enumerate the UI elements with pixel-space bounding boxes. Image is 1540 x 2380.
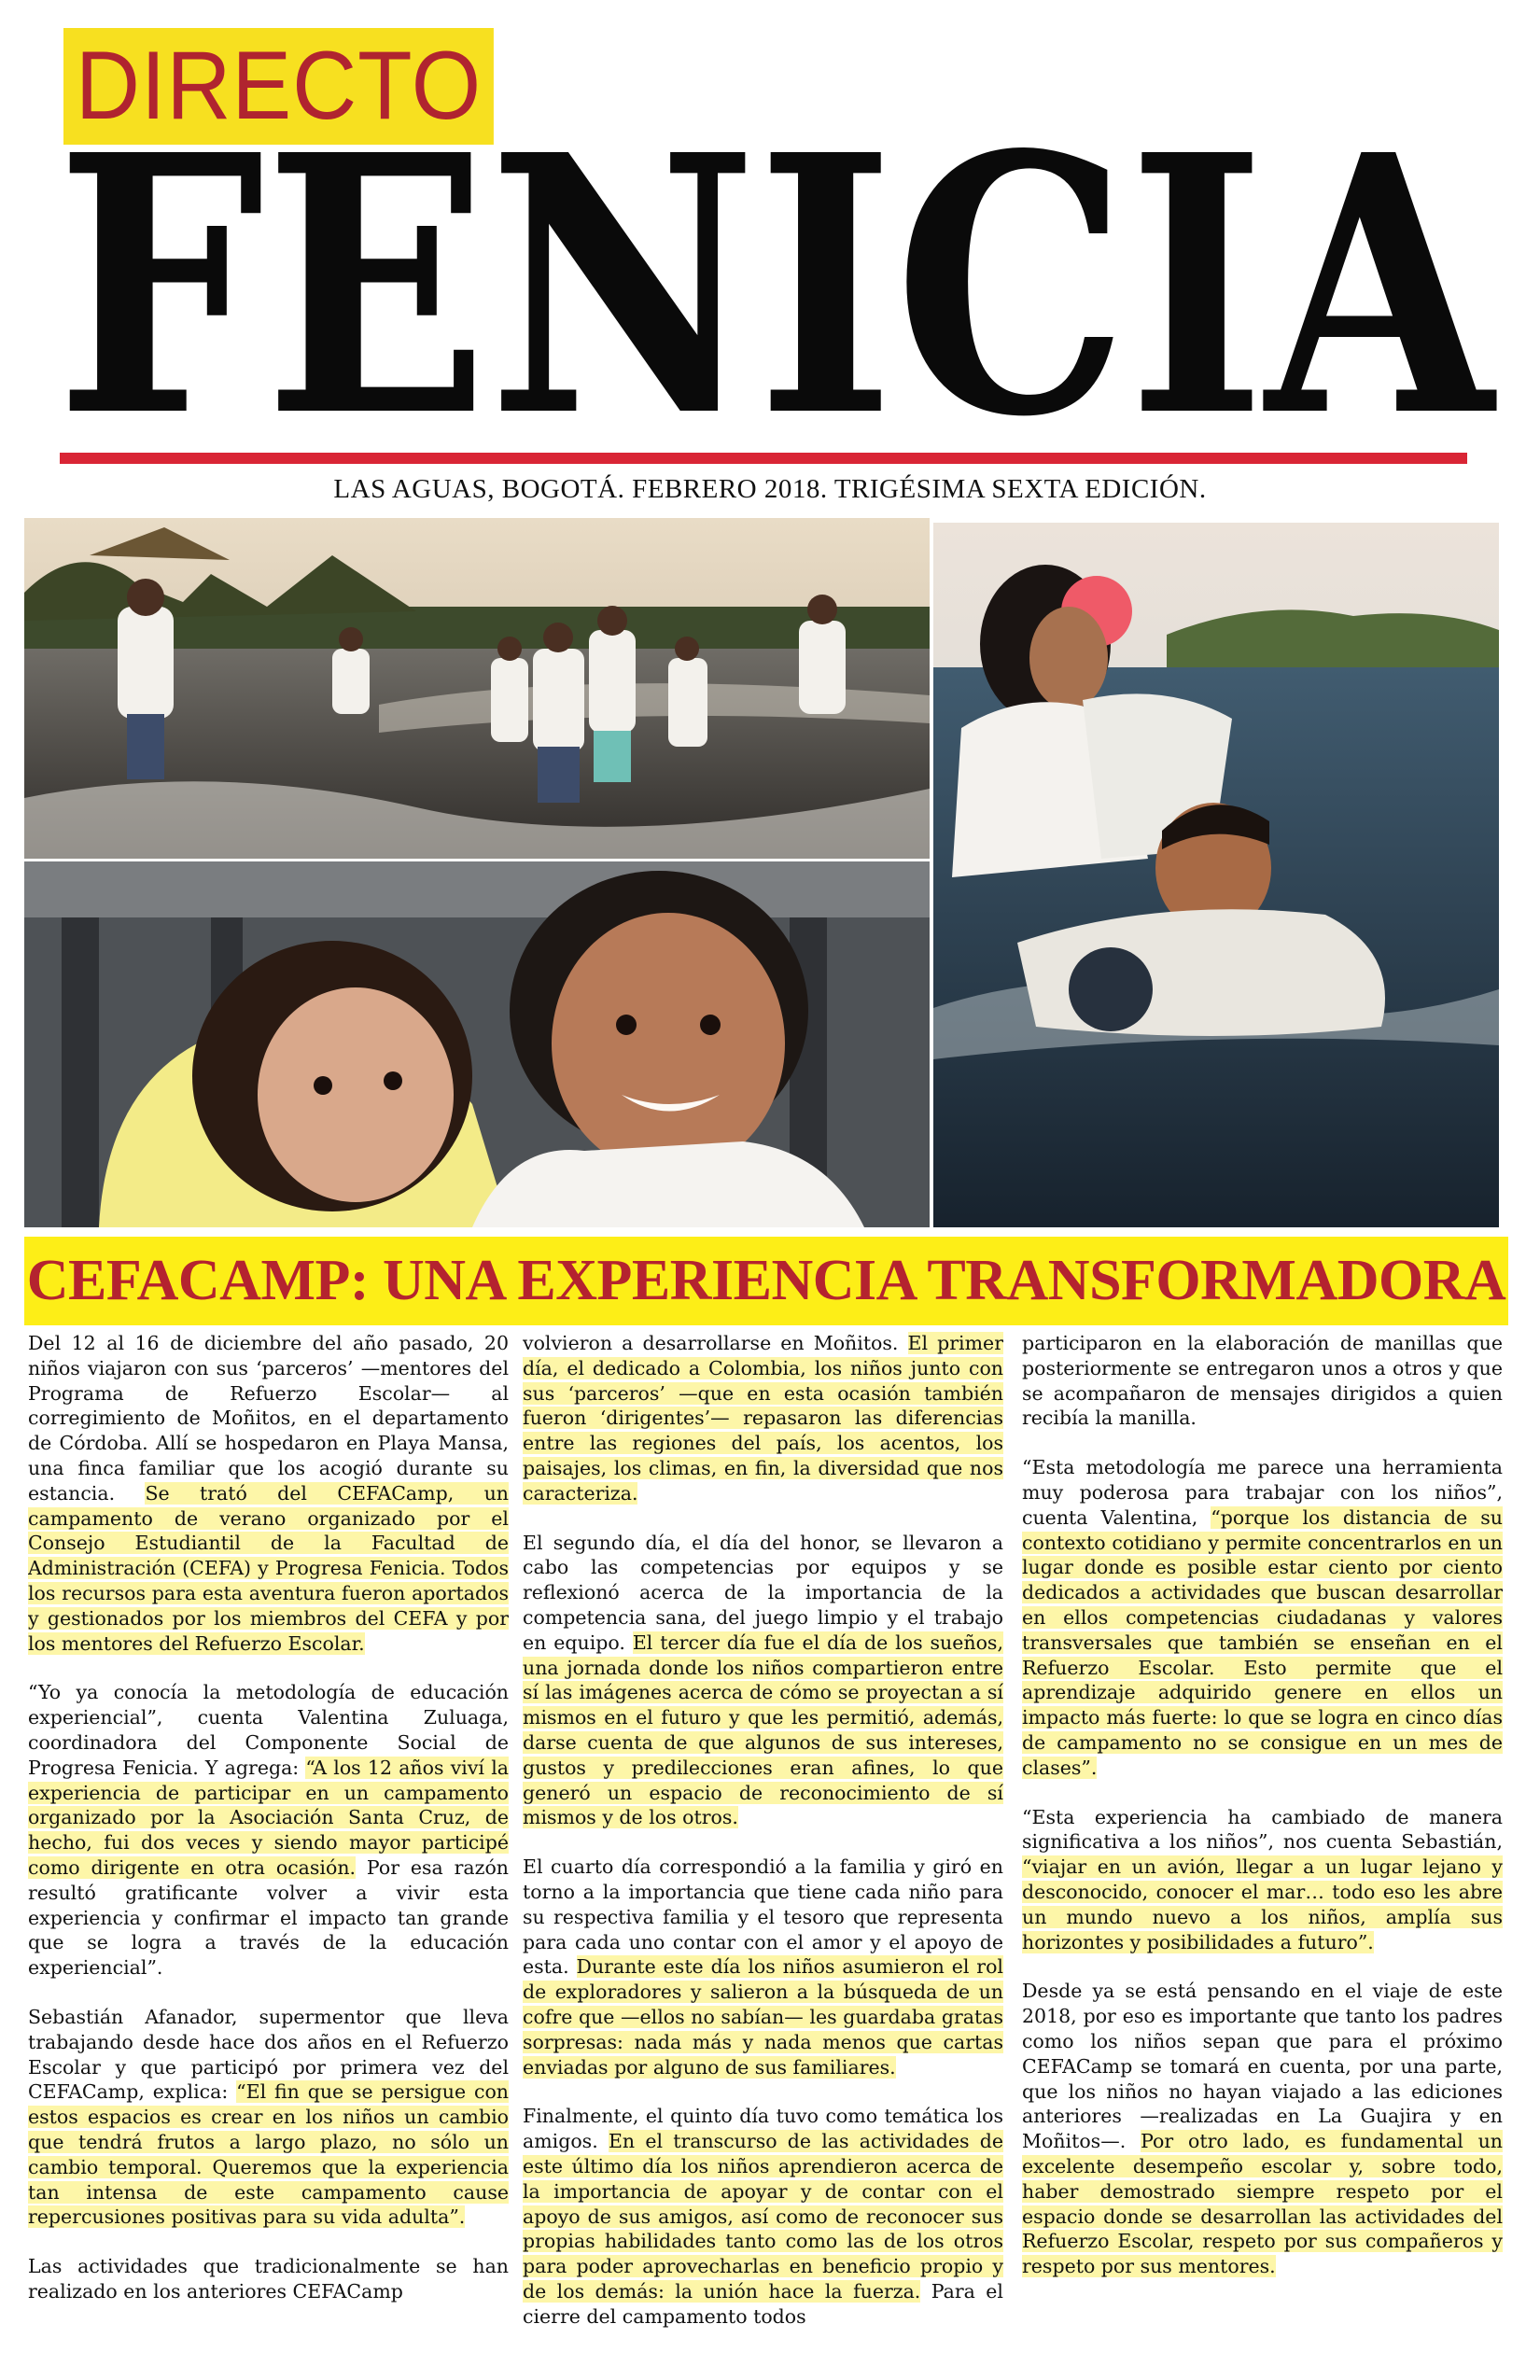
paragraph xyxy=(28,1331,509,1656)
highlighted-text: “A los 12 años viví la experiencia de participar en un campamento organizado por la Asociación Santa Cruz, de hecho, fui dos veces y siendo mayor participé como dirigente en otra ocasión. xyxy=(28,1756,509,1879)
highlighted-text: Se trató del CEFACamp, un campamento de verano organizado por el Consejo Estudiantil de la Facultad de Administración (CEFA) y Progresa Fenicia. Todos los recursos para esta aventura fueron aportados y gestionados por los miembros del CEFA y por los mentores del Refuerzo Escolar. xyxy=(28,1481,509,1655)
highlighted-text: “porque los distancia de su contexto cotidiano y permite concentrarlos en un lugar donde es posible estar ciento por ciento dedicados a actividades que buscan desarrollar en ellos competencias ciudadanas y valores transversales que también se enseñan en el Refuerzo Escolar. Esto permite que el aprendizaje adquirido genere en ellos un impacto más fuerte: lo que se logra en cinco días de campamento no se consigue en un mes de clases”. xyxy=(1022,1505,1503,1779)
highlighted-text: “viajar en un avión, llegar a un lugar lejano y desconocido, conocer el mar… todo eso les abre un mundo nuevo a los niños, amplía sus horizontes y posibilidades a futuro”. xyxy=(1022,1855,1503,1953)
text-run: volvieron a desarrollarse en Moñitos. xyxy=(523,1332,899,1354)
text-run: Desde ya se está pensando en el viaje de este 2018, por eso es importante que tanto los padres como los niños sepan que para el próximo CEFACamp se tomará en cuenta, por una parte, que los niños no hayan viajado a las ediciones anteriores —realizadas en La Guajira y en Moñitos—. xyxy=(1022,1980,1503,2153)
article-column-3 xyxy=(1022,1331,1503,2362)
masthead-title-block xyxy=(47,131,1503,429)
text-run: El cuarto día correspondió a la familia y giró en torno a la importancia que tiene cada niño para su respectiva familia y el tesoro que representa para cada uno contar con el amor y el apoyo de esta. xyxy=(523,1855,1003,1979)
article-column-2 xyxy=(523,1331,1003,2362)
article-column-1 xyxy=(28,1331,509,2362)
highlighted-text: El primer día, el dedicado a Colombia, los niños junto con sus ‘parceros’ —que en esta ocasión también fueron ‘dirigentes’— repasaron las diferencias entre las regiones del país, los acentos, los paisajes, los climas, en fin, la diversidad que nos caracteriza. xyxy=(523,1332,1003,1505)
paragraph xyxy=(523,1531,1003,1831)
paragraph xyxy=(523,1855,1003,2079)
boy-in-sea-photo xyxy=(933,523,1499,1227)
headline-banner xyxy=(24,1237,1508,1325)
text-run: “Esta experiencia ha cambiado de manera significativa a los niños”, nos cuenta Sebastián, xyxy=(1022,1805,1503,1854)
beach-group-photo xyxy=(24,518,930,859)
highlighted-text: Durante este día los niños asumieron el rol de exploradores y salieron a la búsqueda de un cofre que —ellos no sabían— les guardaba gratas sorpresas: nada más y nada menos que cartas enviadas por alguno de sus familiares. xyxy=(523,1955,1003,2079)
highlighted-text: En el transcurso de las actividades de este último día los niños aprendieron acerca de la importancia de apoyar y de contar con el apoyo de sus amigos, así como de reconocer sus propias habilidades tanto como las de los otros para poder aprovecharlas en beneficio propio y de los demás: la unión hace la fuerza. xyxy=(523,2130,1003,2303)
edition-line: LAS AGUAS, BOGOTÁ. FEBRERO 2018. TRIGÉSIMA SEXTA EDICIÓN. xyxy=(333,474,1207,504)
paragraph xyxy=(28,2254,509,2304)
paragraph xyxy=(28,1680,509,1981)
text-run: Las actividades que tradicionalmente se han realizado en los anteriores CEFACamp xyxy=(28,2255,509,2303)
paragraph xyxy=(1022,1331,1503,1431)
masthead-kicker: DIRECTO xyxy=(63,28,494,145)
article-headline: CEFACAMP: UNA EXPERIENCIA TRANSFORMADORA xyxy=(26,1249,1506,1312)
text-run: Para el cierre del campamento todos xyxy=(523,2279,1003,2328)
paragraph xyxy=(523,2104,1003,2329)
paragraph xyxy=(1022,1455,1503,1780)
children-photo-art xyxy=(24,861,930,1227)
highlighted-text: El tercer día fue el día de los sueños, una jornada donde los niños compartieron entre sí las imágenes acerca de cómo se proyectan a sí mismos en el futuro y que les permitió, además, darse cuenta de que algunos de sus intereses, gustos y predilecciones eran afines, lo que generó un espacio de reconocimiento de sí mismos y de los otros. xyxy=(523,1631,1003,1829)
text-run: Sebastián Afanador, supermentor que lleva trabajando desde hace dos años en el Refuerzo Escolar y que participó por primera vez del CEFACamp, explica: xyxy=(28,2005,509,2104)
sea-photo-art xyxy=(933,523,1499,1227)
text-run: Del 12 al 16 de diciembre del año pasado, 20 niños viajaron con sus ‘parceros’ —mentores del Programa de Refuerzo Escolar— al corregimiento de Moñitos, en el departamento de Córdoba. Allí se hospedaron en Playa Mansa, una finca familiar que los acogió durante su estancia. xyxy=(28,1332,509,1505)
paragraph xyxy=(1022,1979,1503,2279)
masthead-red-rule xyxy=(60,453,1467,464)
text-run: Finalmente, el quinto día tuvo como temática los amigos. xyxy=(523,2105,1003,2153)
masthead-title-svg xyxy=(47,131,1503,429)
highlighted-text: “El fin que se persigue con estos espacios es crear en los niños un cambio que tendrá frutos a largo plazo, no sólo un cambio temporal. Queremos que la experiencia tan intensa de este campamento cause repercusiones positivas para su vida adulta”. xyxy=(28,2080,509,2229)
text-run: “Esta metodología me parece una herramienta muy poderosa para trabajar con los niños”, cuenta Valentina, xyxy=(1022,1456,1503,1529)
text-run: participaron en la elaboración de manillas que posteriormente se entregaron unos a otros y que se acompañaron de mensajes dirigidos a quien recibía la manilla. xyxy=(1022,1332,1503,1430)
text-run: Por esa razón resultó gratificante volver a vivir esta experiencia y confirmar el impacto tan grande que se logra a través de la educación experiencial”. xyxy=(28,1855,509,1980)
paragraph xyxy=(1022,1805,1503,1955)
paragraph xyxy=(28,2005,509,2230)
text-run: El segundo día, el día del honor, se llevaron a cabo las competencias por equipos y se reflexionó acerca de la importancia de la competencia sana, del juego limpio y el trabajo en equipo. xyxy=(523,1531,1003,1654)
two-children-photo xyxy=(24,861,930,1227)
beach-photo-art xyxy=(24,518,930,859)
paragraph xyxy=(523,1331,1003,1506)
masthead-title: FENICIA xyxy=(56,131,1500,429)
highlighted-text: Por otro lado, es fundamental un excelente desempeño escolar y, sobre todo, haber demostrado siempre respeto por el espacio donde se desarrollan las actividades del Refuerzo Escolar, respeto por sus compañeros y respeto por sus mentores. xyxy=(1022,2130,1503,2278)
text-run: “Yo ya conocía la metodología de educación experiencial”, cuenta Valentina Zuluaga, coordinadora del Componente Social de Progresa Fenicia. Y agrega: xyxy=(28,1681,509,1779)
